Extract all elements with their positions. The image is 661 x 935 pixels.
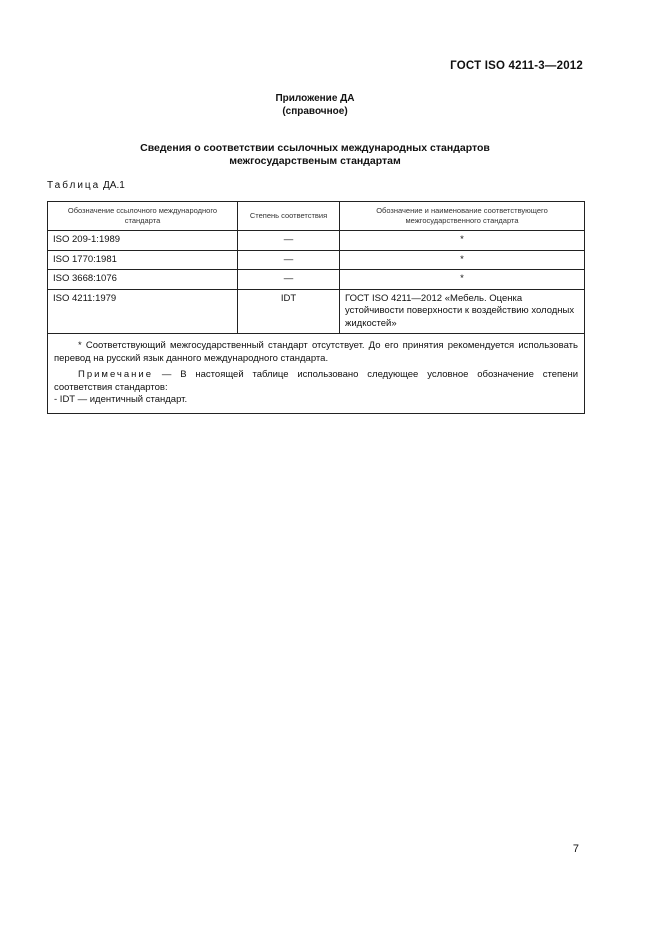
cell-national: ГОСТ ISO 4211—2012 «Мебель. Оценка устойчивости поверхности к воздействию холодных жидкостей» [340, 289, 585, 334]
table-row [48, 231, 585, 251]
table-notes-row [48, 334, 585, 414]
note [54, 369, 578, 394]
table-notes [48, 334, 585, 414]
section-title-line-1: Сведения о соответствии ссылочных международных стандартов [140, 142, 490, 154]
page-number: 7 [572, 843, 579, 855]
cell-reference: ISO 1770:1981 [48, 250, 238, 270]
cell-reference: ISO 3668:1076 [48, 270, 238, 290]
header-reference-standard: Обозначение ссылочного международного стандарта [48, 202, 238, 231]
section-title-line-2: межгосударственым стандартам [229, 155, 401, 167]
correspondence-table [47, 201, 585, 414]
cell-degree: — [238, 270, 340, 290]
table-caption-word: Таблица [47, 180, 101, 191]
cell-degree: — [238, 250, 340, 270]
annex-title [0, 92, 630, 118]
annex-subheading: (справочное) [282, 106, 348, 117]
table-header-row [48, 202, 585, 231]
footnote: * Соответствующий межгосударственный стандарт отсутствует. До его принятия рекомендуется использовать перевод на русский язык данного международного стандарта. [54, 340, 578, 364]
note-label: Примечание [78, 369, 153, 380]
header-national-standard: Обозначение и наименование соответствующего межгосударственного стандарта [340, 202, 585, 231]
table-caption-number: ДА.1 [103, 180, 125, 191]
cell-reference: ISO 209-1:1989 [48, 231, 238, 251]
document-code: ГОСТ ISO 4211-3—2012 [450, 60, 583, 72]
annex-heading: Приложение ДА [275, 93, 355, 104]
table-row [48, 289, 585, 334]
cell-reference: ISO 4211:1979 [48, 289, 238, 334]
table-row [48, 270, 585, 290]
header-degree: Степень соответствия [238, 202, 340, 231]
cell-national: * [340, 231, 585, 251]
cell-national: * [340, 250, 585, 270]
table-row [48, 250, 585, 270]
cell-degree: IDT [238, 289, 340, 334]
cell-degree: — [238, 231, 340, 251]
note-text: — В настоящей таблице использовано следующее условное обозначение степени соответствия стандартов: [54, 369, 578, 393]
note-item: - IDT — идентичный стандарт. [54, 394, 188, 405]
cell-national: * [340, 270, 585, 290]
table-caption [47, 180, 125, 191]
section-title [0, 142, 630, 168]
